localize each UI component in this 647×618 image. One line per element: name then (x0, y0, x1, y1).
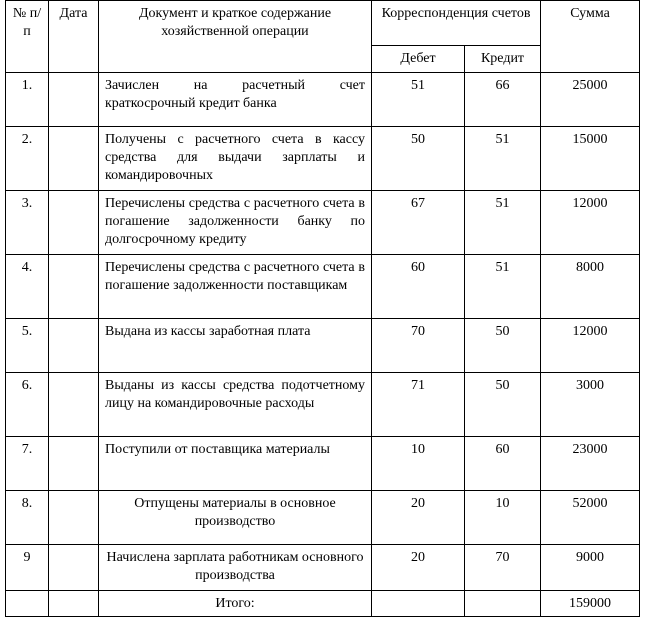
row-debit: 67 (372, 191, 465, 255)
row-description: Перечислены средства с расчетного счета в погашение задолженности банку по долгосрочному кредиту (99, 191, 372, 255)
header-correspondence: Корреспонденция счетов (372, 1, 541, 46)
header-debit: Дебет (372, 46, 465, 73)
row-date (49, 127, 99, 191)
row-amount: 23000 (541, 437, 640, 491)
row-date (49, 73, 99, 127)
row-debit: 60 (372, 255, 465, 319)
total-amount: 159000 (541, 591, 640, 617)
row-description: Зачислен на расчетный счет краткосрочный кредит банка (99, 73, 372, 127)
header-num: № п/п (6, 1, 49, 73)
row-credit: 60 (465, 437, 541, 491)
row-amount: 15000 (541, 127, 640, 191)
row-credit: 51 (465, 127, 541, 191)
row-amount: 3000 (541, 373, 640, 437)
row-date (49, 437, 99, 491)
row-credit: 50 (465, 319, 541, 373)
row-amount: 8000 (541, 255, 640, 319)
total-num (6, 591, 49, 617)
row-description: Отпущены материалы в основное производство (99, 491, 372, 545)
row-amount: 9000 (541, 545, 640, 591)
row-num: 6. (6, 373, 49, 437)
table-row (6, 491, 640, 545)
row-amount: 12000 (541, 319, 640, 373)
row-date (49, 319, 99, 373)
table-row (6, 191, 640, 255)
row-debit: 20 (372, 545, 465, 591)
total-debit (372, 591, 465, 617)
row-num: 7. (6, 437, 49, 491)
row-num: 1. (6, 73, 49, 127)
row-credit: 10 (465, 491, 541, 545)
table-row (6, 319, 640, 373)
row-credit: 66 (465, 73, 541, 127)
row-date (49, 191, 99, 255)
row-debit: 70 (372, 319, 465, 373)
header-credit: Кредит (465, 46, 541, 73)
row-description: Выдана из кассы заработная плата (99, 319, 372, 373)
row-date (49, 491, 99, 545)
row-description: Перечислены средства с расчетного счета в погашение задолженности поставщикам (99, 255, 372, 319)
total-label: Итого: (99, 591, 372, 617)
row-credit: 51 (465, 191, 541, 255)
row-credit: 70 (465, 545, 541, 591)
row-date (49, 255, 99, 319)
header-document: Документ и краткое содержание хозяйственной операции (99, 1, 372, 73)
header-amount: Сумма (541, 1, 640, 73)
row-credit: 51 (465, 255, 541, 319)
table-row (6, 255, 640, 319)
row-date (49, 545, 99, 591)
row-debit: 51 (372, 73, 465, 127)
table-row (6, 545, 640, 591)
row-description: Получены с расчетного счета в кассу средства для выдачи зарплаты и командировочных (99, 127, 372, 191)
row-description: Поступили от поставщика материалы (99, 437, 372, 491)
total-row (6, 591, 640, 617)
operations-table (5, 0, 640, 617)
header-row-1 (6, 1, 640, 46)
row-num: 3. (6, 191, 49, 255)
row-debit: 10 (372, 437, 465, 491)
row-amount: 12000 (541, 191, 640, 255)
row-num: 9 (6, 545, 49, 591)
row-description: Выданы из кассы средства подотчетному лицу на командировочные расходы (99, 373, 372, 437)
row-num: 4. (6, 255, 49, 319)
table-row (6, 127, 640, 191)
table-row (6, 437, 640, 491)
row-num: 8. (6, 491, 49, 545)
row-num: 5. (6, 319, 49, 373)
row-debit: 50 (372, 127, 465, 191)
header-date: Дата (49, 1, 99, 73)
row-debit: 20 (372, 491, 465, 545)
table-row (6, 373, 640, 437)
row-amount: 52000 (541, 491, 640, 545)
table-row (6, 73, 640, 127)
row-date (49, 373, 99, 437)
total-credit (465, 591, 541, 617)
row-credit: 50 (465, 373, 541, 437)
total-date (49, 591, 99, 617)
row-description: Начислена зарплата работникам основного производства (99, 545, 372, 591)
row-amount: 25000 (541, 73, 640, 127)
row-num: 2. (6, 127, 49, 191)
row-debit: 71 (372, 373, 465, 437)
